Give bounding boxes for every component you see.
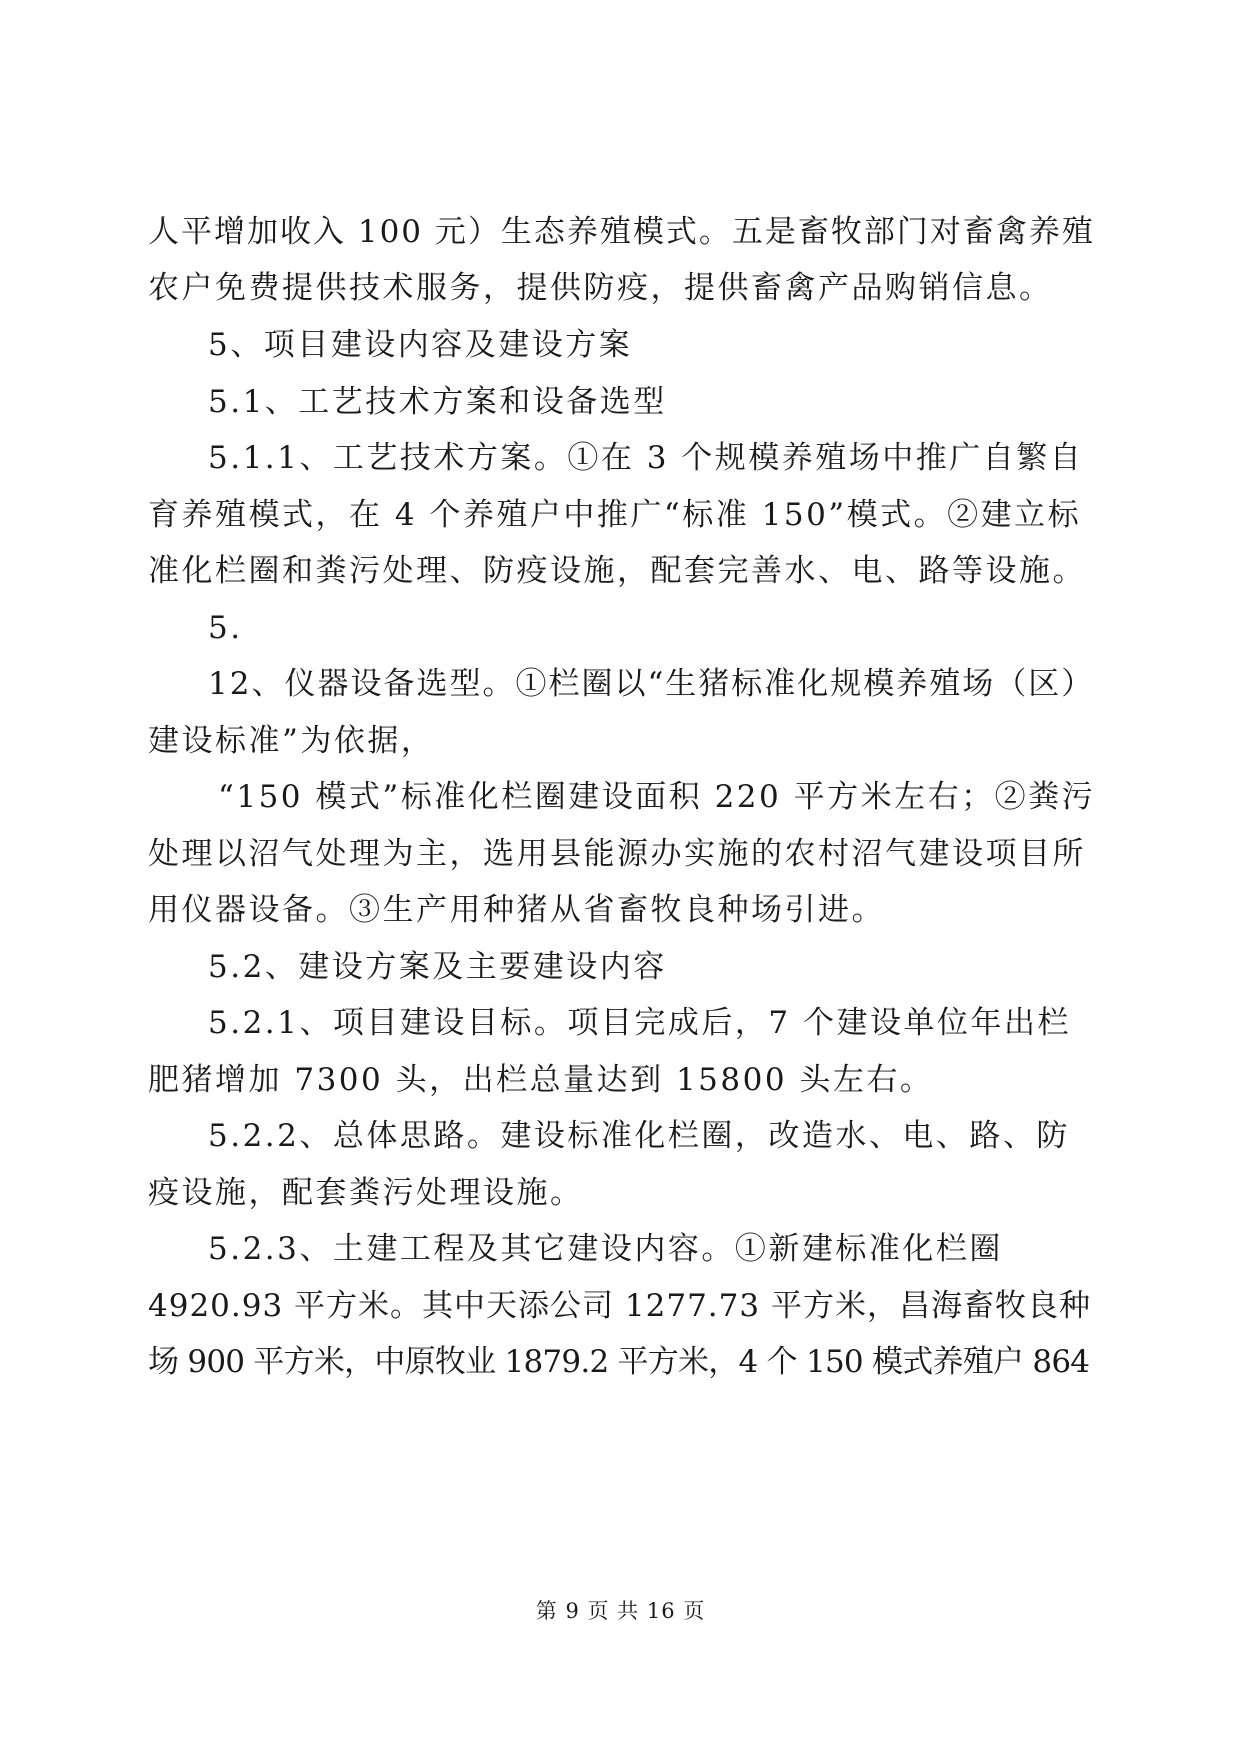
section-heading: 5.1、工艺技术方案和设备选型	[208, 384, 667, 420]
text-line: 用仪器设备。③生产用种猪从省畜牧良种场引进。	[148, 892, 885, 928]
text-line: “150 模式”标准化栏圈建设面积 220 平方米左右；②粪污	[218, 779, 1096, 815]
text-line: 建设标准”为依据，	[148, 723, 435, 759]
text-line: 5.2.3、土建工程及其它建设内容。①新建标准化栏圈	[208, 1231, 1003, 1267]
text-line: 处理以沼气处理为主，选用县能源办实施的农村沼气建设项目所	[148, 836, 1086, 872]
text-line: 4920.93 平方米。其中天添公司 1277.73 平方米，昌海畜牧良种	[148, 1288, 1091, 1324]
text-line: 5.2.2、总体思路。建设标准化栏圈，改造水、电、路、防	[208, 1118, 1070, 1154]
text-line: 5.2.1、项目建设目标。项目完成后，7 个建设单位年出栏	[208, 1005, 1071, 1041]
text-line: 农户免费提供技术服务，提供防疫，提供畜禽产品购销信息。	[148, 270, 1053, 306]
text-line: 育养殖模式，在 4 个养殖户中推广“标准 150”模式。②建立标	[148, 497, 1082, 533]
text-line: 5.1.1、工艺技术方案。①在 3 个规模养殖场中推广自繁自	[208, 440, 1084, 476]
section-heading: 5、项目建设内容及建设方案	[208, 327, 633, 363]
text-line: 肥猪增加 7300 头，出栏总量达到 15800 头左右。	[148, 1062, 934, 1098]
text-line: 5.	[208, 610, 243, 646]
text-line: 12、仪器设备选型。①栏圈以“生猪标准化规模养殖场（区）	[208, 666, 1095, 702]
text-line: 场 900 平方米，中原牧业 1879.2 平方米，4 个 150 模式养殖户 864	[148, 1344, 1090, 1380]
text-line: 人平增加收入 100 元）生态养殖模式。五是畜牧部门对畜禽养殖	[148, 214, 1095, 250]
text-line: 疫设施，配套粪污处理设施。	[148, 1175, 584, 1211]
page-number: 第 9 页 共 16 页	[535, 1599, 706, 1623]
section-heading: 5.2、建设方案及主要建设内容	[208, 949, 667, 985]
text-line: 准化栏圈和粪污处理、防疫设施，配套完善水、电、路等设施。	[148, 553, 1086, 589]
